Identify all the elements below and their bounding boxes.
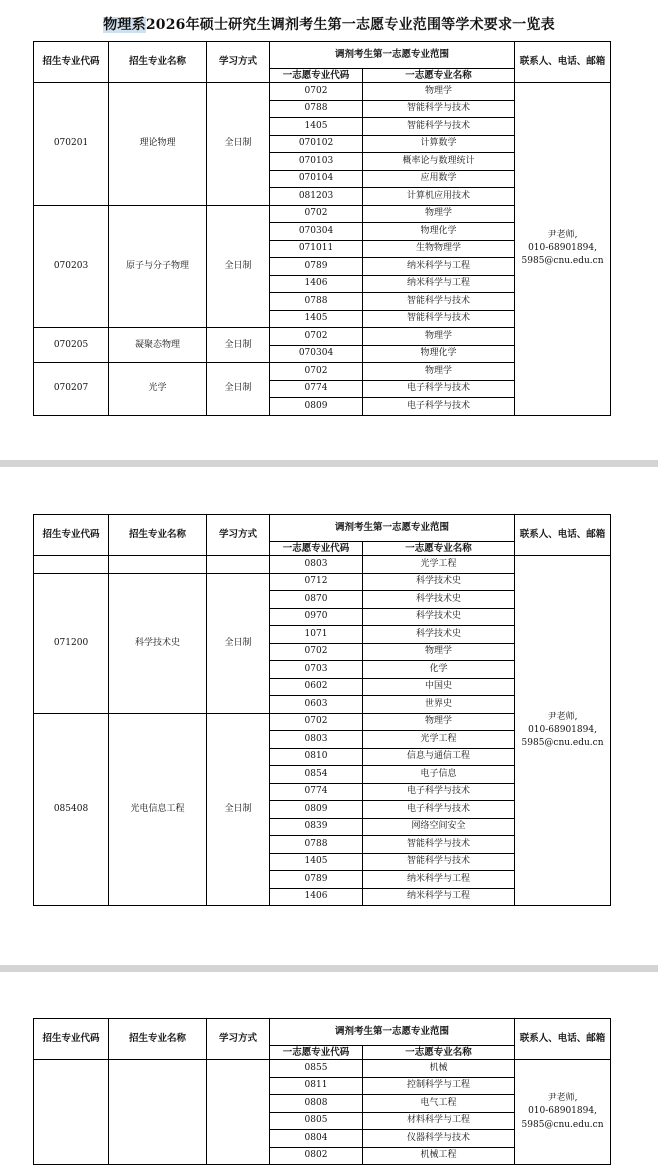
- first-choice-code: 1405: [270, 853, 363, 871]
- first-choice-code: 0789: [270, 258, 363, 276]
- header-major-name: 招生专业名称: [109, 42, 207, 83]
- first-choice-name: 中国史: [363, 678, 515, 696]
- header-first-choice-name: 一志愿专业名称: [363, 542, 515, 556]
- first-choice-name: 世界史: [363, 696, 515, 714]
- title-highlight: 物理系: [103, 17, 146, 33]
- header-study-mode: 学习方式: [207, 1019, 270, 1060]
- major-code: 085408: [34, 713, 109, 906]
- first-choice-code: 0788: [270, 293, 363, 311]
- page-1: [0, 0, 658, 460]
- header-major-code: 招生专业代码: [34, 42, 109, 83]
- page-separator: [0, 965, 658, 972]
- first-choice-code: 0702: [270, 713, 363, 731]
- header-major-code: 招生专业代码: [34, 1019, 109, 1060]
- major-name: 凝聚态物理: [109, 328, 207, 363]
- header-contact: 联系人、电话、邮箱: [515, 515, 611, 556]
- header-major-name: 招生专业名称: [109, 515, 207, 556]
- table-row: [34, 1060, 611, 1078]
- first-choice-code: 0803: [270, 731, 363, 749]
- header-first-choice-scope: 调剂考生第一志愿专业范围: [270, 1019, 515, 1046]
- header-row: [34, 1019, 611, 1046]
- first-choice-name: 物理学: [363, 328, 515, 346]
- first-choice-name: 科学技术史: [363, 626, 515, 644]
- study-mode: 全日制: [207, 83, 270, 206]
- header-row: [34, 42, 611, 69]
- first-choice-code: 0970: [270, 608, 363, 626]
- first-choice-code: 0802: [270, 1147, 363, 1165]
- contact-line2: 010-68901894,: [528, 243, 597, 254]
- page-separator: [0, 460, 658, 467]
- header-first-choice-name: 一志愿专业名称: [363, 69, 515, 83]
- major-code: 070203: [34, 205, 109, 328]
- major-name-empty: [109, 556, 207, 574]
- first-choice-code: 0703: [270, 661, 363, 679]
- first-choice-name: 网络空间安全: [363, 818, 515, 836]
- major-code-empty: [34, 556, 109, 574]
- first-choice-code: 1405: [270, 310, 363, 328]
- first-choice-code: 0774: [270, 783, 363, 801]
- first-choice-name: 物理学: [363, 205, 515, 223]
- first-choice-name: 科学技术史: [363, 573, 515, 591]
- first-choice-name: 智能科学与技术: [363, 100, 515, 118]
- contact-line1: 尹老师,: [547, 230, 578, 241]
- first-choice-name: 计算机应用技术: [363, 188, 515, 206]
- first-choice-name: 物理化学: [363, 345, 515, 363]
- study-mode: 全日制: [207, 328, 270, 363]
- first-choice-name: 智能科学与技术: [363, 310, 515, 328]
- first-choice-name: 物理学: [363, 363, 515, 381]
- first-choice-name: 控制科学与工程: [363, 1077, 515, 1095]
- first-choice-code: 070103: [270, 153, 363, 171]
- header-first-choice-scope: 调剂考生第一志愿专业范围: [270, 515, 515, 542]
- first-choice-code: 0839: [270, 818, 363, 836]
- first-choice-code: 0788: [270, 836, 363, 854]
- study-mode: 全日制: [207, 713, 270, 906]
- major-name: 原子与分子物理: [109, 205, 207, 328]
- first-choice-name: 机械: [363, 1060, 515, 1078]
- first-choice-code: 0810: [270, 748, 363, 766]
- first-choice-name: 智能科学与技术: [363, 118, 515, 136]
- first-choice-code: 0702: [270, 83, 363, 101]
- first-choice-name: 智能科学与技术: [363, 293, 515, 311]
- contact-line1: 尹老师,: [547, 711, 578, 722]
- first-choice-name: 信息与通信工程: [363, 748, 515, 766]
- first-choice-name: 电子科学与技术: [363, 380, 515, 398]
- first-choice-name: 电气工程: [363, 1095, 515, 1113]
- first-choice-code: 0804: [270, 1130, 363, 1148]
- first-choice-code: 070104: [270, 170, 363, 188]
- first-choice-name: 智能科学与技术: [363, 836, 515, 854]
- header-first-choice-code: 一志愿专业代码: [270, 69, 363, 83]
- first-choice-code: 1406: [270, 888, 363, 906]
- major-code: 070201: [34, 83, 109, 206]
- header-first-choice-scope: 调剂考生第一志愿专业范围: [270, 42, 515, 69]
- first-choice-code: 0774: [270, 380, 363, 398]
- first-choice-name: 物理学: [363, 83, 515, 101]
- first-choice-name: 计算数学: [363, 135, 515, 153]
- major-code: 071200: [34, 573, 109, 713]
- major-name-empty: [109, 1060, 207, 1165]
- header-contact: 联系人、电话、邮箱: [515, 42, 611, 83]
- first-choice-code: 0811: [270, 1077, 363, 1095]
- first-choice-code: 070304: [270, 223, 363, 241]
- first-choice-code: 0789: [270, 871, 363, 889]
- first-choice-name: 生物物理学: [363, 240, 515, 258]
- first-choice-name: 光学工程: [363, 556, 515, 574]
- first-choice-name: 电子科学与技术: [363, 398, 515, 416]
- table-page-2: [33, 514, 611, 906]
- first-choice-code: 0809: [270, 398, 363, 416]
- first-choice-name: 应用数学: [363, 170, 515, 188]
- first-choice-code: 0854: [270, 766, 363, 784]
- study-mode: 全日制: [207, 573, 270, 713]
- first-choice-name: 纳米科学与工程: [363, 275, 515, 293]
- first-choice-code: 0702: [270, 643, 363, 661]
- first-choice-name: 化学: [363, 661, 515, 679]
- major-code-empty: [34, 1060, 109, 1165]
- contact-cell: [515, 83, 611, 416]
- first-choice-name: 光学工程: [363, 731, 515, 749]
- document-title: [0, 14, 658, 34]
- study-mode-empty: [207, 1060, 270, 1165]
- first-choice-name: 物理学: [363, 713, 515, 731]
- title-rest: 2026年硕士研究生调剂考生第一志愿专业范围等学术要求一览表: [145, 17, 555, 33]
- header-contact: 联系人、电话、邮箱: [515, 1019, 611, 1060]
- first-choice-name: 科学技术史: [363, 591, 515, 609]
- contact-line1: 尹老师,: [547, 1093, 578, 1104]
- first-choice-name: 电子信息: [363, 766, 515, 784]
- table-page-1: [33, 41, 611, 416]
- first-choice-code: 070304: [270, 345, 363, 363]
- page-2: [0, 467, 658, 965]
- major-name: 光电信息工程: [109, 713, 207, 906]
- contact-line2: 010-68901894,: [528, 1106, 597, 1117]
- first-choice-code: 0870: [270, 591, 363, 609]
- header-major-name: 招生专业名称: [109, 1019, 207, 1060]
- first-choice-name: 电子科学与技术: [363, 801, 515, 819]
- first-choice-name: 机械工程: [363, 1147, 515, 1165]
- page-3: [0, 972, 658, 1162]
- first-choice-code: 0702: [270, 205, 363, 223]
- first-choice-code: 1406: [270, 275, 363, 293]
- first-choice-name: 电子科学与技术: [363, 783, 515, 801]
- table-row: [34, 83, 611, 101]
- study-mode: 全日制: [207, 363, 270, 416]
- first-choice-code: 0805: [270, 1112, 363, 1130]
- table-page-3: [33, 1018, 611, 1165]
- first-choice-name: 物理学: [363, 643, 515, 661]
- first-choice-code: 0602: [270, 678, 363, 696]
- major-name: 理论物理: [109, 83, 207, 206]
- first-choice-name: 纳米科学与工程: [363, 871, 515, 889]
- first-choice-code: 081203: [270, 188, 363, 206]
- study-mode: 全日制: [207, 205, 270, 328]
- contact-cell: [515, 556, 611, 906]
- first-choice-code: 070102: [270, 135, 363, 153]
- first-choice-code: 0702: [270, 363, 363, 381]
- contact-line3: 5985@cnu.edu.cn: [521, 738, 604, 749]
- table-row-continued: [34, 556, 611, 574]
- first-choice-name: 纳米科学与工程: [363, 258, 515, 276]
- first-choice-name: 科学技术史: [363, 608, 515, 626]
- header-first-choice-code: 一志愿专业代码: [270, 542, 363, 556]
- header-first-choice-name: 一志愿专业名称: [363, 1046, 515, 1060]
- first-choice-name: 物理化学: [363, 223, 515, 241]
- first-choice-code: 0788: [270, 100, 363, 118]
- first-choice-code: 0809: [270, 801, 363, 819]
- major-name: 光学: [109, 363, 207, 416]
- contact-line2: 010-68901894,: [528, 724, 597, 735]
- first-choice-code: 0855: [270, 1060, 363, 1078]
- first-choice-code: 0808: [270, 1095, 363, 1113]
- first-choice-name: 概率论与数理统计: [363, 153, 515, 171]
- first-choice-name: 仪器科学与技术: [363, 1130, 515, 1148]
- first-choice-code: 071011: [270, 240, 363, 258]
- major-code: 070205: [34, 328, 109, 363]
- major-name: 科学技术史: [109, 573, 207, 713]
- header-major-code: 招生专业代码: [34, 515, 109, 556]
- first-choice-code: 0702: [270, 328, 363, 346]
- first-choice-code: 0712: [270, 573, 363, 591]
- first-choice-name: 纳米科学与工程: [363, 888, 515, 906]
- first-choice-code: 0603: [270, 696, 363, 714]
- first-choice-code: 0803: [270, 556, 363, 574]
- study-mode-empty: [207, 556, 270, 574]
- contact-cell: [515, 1060, 611, 1165]
- major-code: 070207: [34, 363, 109, 416]
- first-choice-code: 1405: [270, 118, 363, 136]
- first-choice-code: 1071: [270, 626, 363, 644]
- header-study-mode: 学习方式: [207, 42, 270, 83]
- header-first-choice-code: 一志愿专业代码: [270, 1046, 363, 1060]
- header-row: [34, 515, 611, 542]
- header-study-mode: 学习方式: [207, 515, 270, 556]
- contact-line3: 5985@cnu.edu.cn: [521, 1119, 604, 1130]
- contact-line3: 5985@cnu.edu.cn: [521, 256, 604, 267]
- first-choice-name: 材料科学与工程: [363, 1112, 515, 1130]
- first-choice-name: 智能科学与技术: [363, 853, 515, 871]
